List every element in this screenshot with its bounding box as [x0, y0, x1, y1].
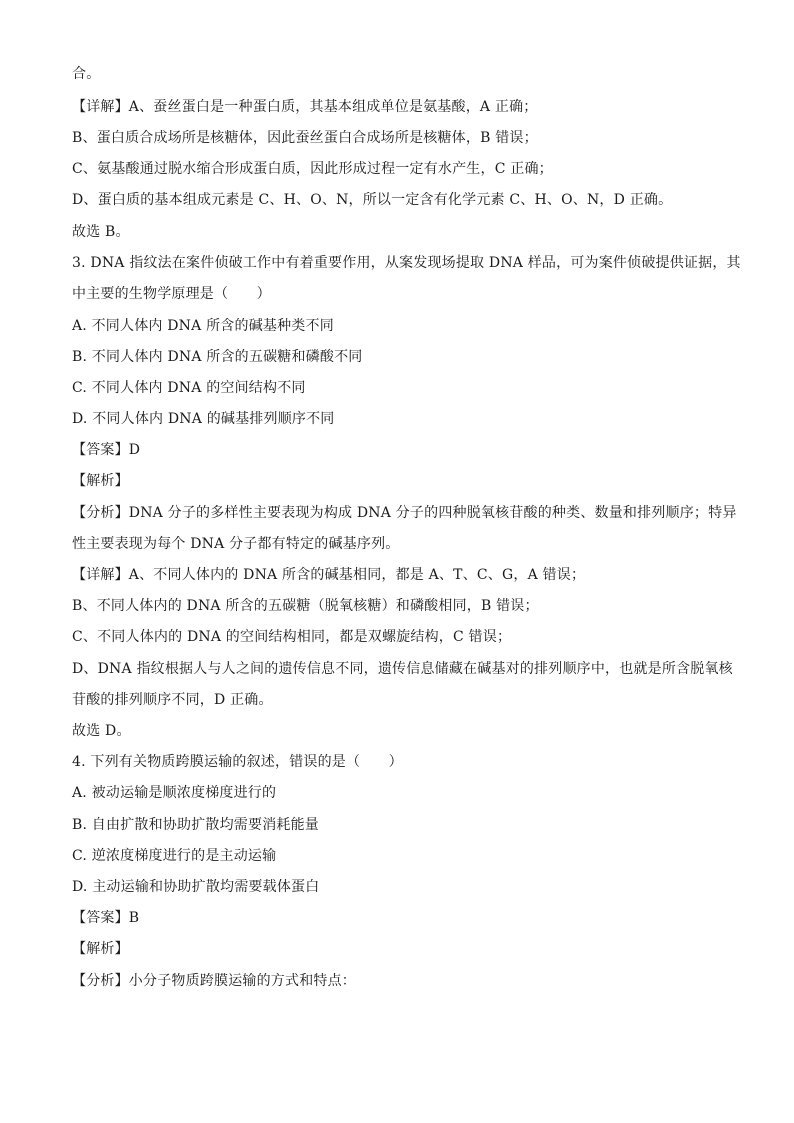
- answer-label: 【答案】B: [72, 910, 140, 926]
- text-line: 【详解】A、不同人体内的 DNA 所含的碱基相同，都是 A、T、C、G，A 错误；: [72, 567, 586, 583]
- question-4-stem: 4. 下列有关物质跨膜运输的叙述，错误的是（ ）: [72, 754, 403, 770]
- answer-label: 【答案】D: [72, 442, 141, 458]
- text-line: 【分析】DNA 分子的多样性主要表现为构成 DNA 分子的四种脱氧核苷酸的种类、数量和排列顺序；特异: [72, 505, 737, 521]
- text-line: D、蛋白质的基本组成元素是 C、H、O、N，所以一定含有化学元素 C、H、O、N，D 正确。: [72, 192, 673, 208]
- text-line: B、蛋白质合成场所是核糖体，因此蚕丝蛋白合成场所是核糖体，B 错误；: [72, 130, 538, 146]
- option-c: C. 不同人体内 DNA 的空间结构不同: [72, 380, 306, 396]
- option-c: C. 逆浓度梯度进行的是主动运输: [72, 848, 277, 864]
- text-line: 性主要表现为每个 DNA 分子都有特定的碱基序列。: [72, 536, 400, 552]
- text-line: 故选 D。: [72, 723, 131, 739]
- text-line: C、不同人体内的 DNA 的空间结构相同，都是双螺旋结构，C 错误；: [72, 629, 512, 645]
- text-line: 故选 B。: [72, 224, 130, 240]
- text-line: D、DNA 指纹根据人与人之间的遗传信息不同，遗传信息储藏在碱基对的排列顺序中，也就是所含脱氧核: [72, 661, 733, 677]
- option-a: A. 不同人体内 DNA 所含的碱基种类不同: [72, 318, 334, 334]
- question-3-stem: 3. DNA 指纹法在案件侦破工作中有着重要作用，从案发现场提取 DNA 样品，可为案件侦破提供证据，其: [72, 255, 741, 271]
- option-a: A. 被动运输是顺浓度梯度进行的: [72, 785, 277, 801]
- option-d: D. 不同人体内 DNA 的碱基排列顺序不同: [72, 411, 335, 427]
- question-3-stem: 中主要的生物学原理是（ ）: [72, 286, 271, 302]
- text-line: 苷酸的排列顺序不同，D 正确。: [72, 692, 273, 708]
- option-b: B. 不同人体内 DNA 所含的五碳糖和磷酸不同: [72, 349, 363, 365]
- text-line: 【详解】A、蚕丝蛋白是一种蛋白质，其基本组成单位是氨基酸，A 正确；: [72, 99, 538, 115]
- text-line: C、氨基酸通过脱水缩合形成蛋白质，因此形成过程一定有水产生，C 正确；: [72, 161, 553, 177]
- option-d: D. 主动运输和协助扩散均需要载体蛋白: [72, 879, 320, 895]
- analysis-label: 【解析】: [72, 473, 129, 489]
- text-line: B、不同人体内的 DNA 所含的五碳糖（脱氧核糖）和磷酸相同，B 错误；: [72, 598, 539, 614]
- analysis-label: 【解析】: [72, 941, 129, 957]
- option-b: B. 自由扩散和协助扩散均需要消耗能量: [72, 817, 319, 833]
- text-line: 【分析】小分子物质跨膜运输的方式和特点：: [72, 973, 356, 989]
- text-line: 合。: [72, 66, 101, 82]
